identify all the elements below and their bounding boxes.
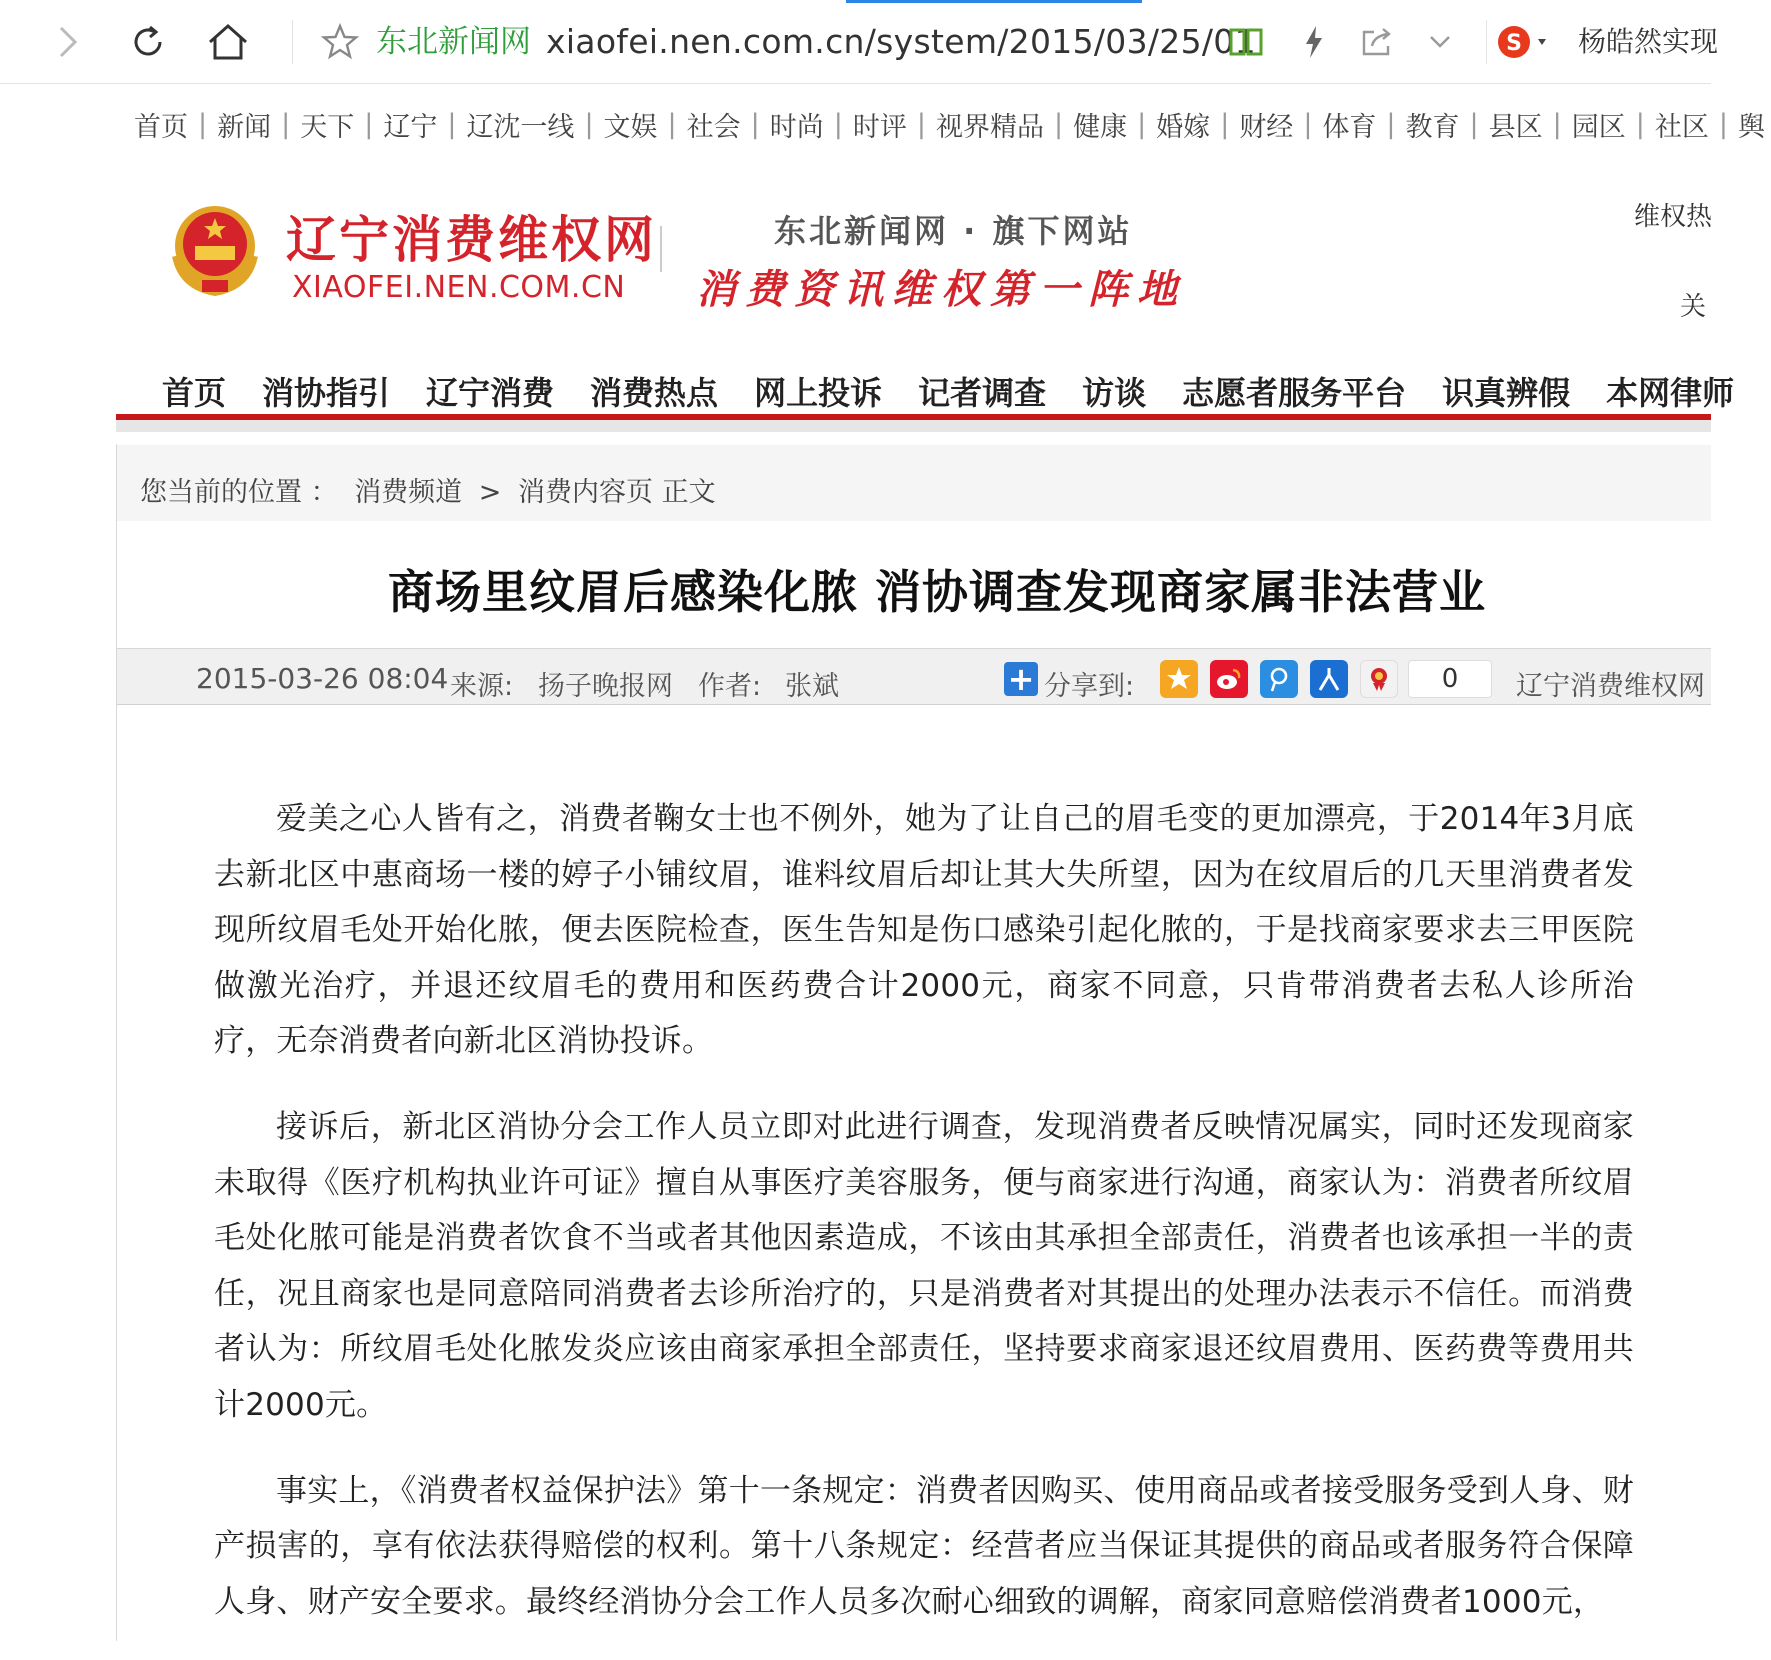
breadcrumb-page: 消费内容页 正文 xyxy=(518,477,716,508)
topnav-item[interactable]: 县区 xyxy=(1488,111,1543,143)
about-link[interactable]: 关 xyxy=(1680,292,1707,322)
article-site-name[interactable]: 辽宁消费维权网 xyxy=(1516,671,1705,702)
refresh-icon[interactable] xyxy=(124,18,172,66)
topnav-item[interactable]: 新闻 xyxy=(217,111,272,143)
nav-separator: | xyxy=(916,108,926,140)
source-label: 来源: xyxy=(450,671,514,702)
share-count: 0 xyxy=(1408,660,1492,698)
article-source: 扬子晚报网 xyxy=(538,671,673,702)
browser-toolbar xyxy=(0,0,1719,84)
topnav-item[interactable]: 视界精品 xyxy=(935,111,1044,143)
nav-separator: | xyxy=(667,108,677,140)
mainnav-item[interactable]: 消协指引 xyxy=(262,374,391,412)
lightning-icon[interactable] xyxy=(1290,18,1338,66)
site-logo-title[interactable]: 辽宁消费维权网 xyxy=(286,210,657,269)
nav-separator: | xyxy=(1053,108,1064,140)
renren-share-icon[interactable] xyxy=(1310,660,1348,698)
share-icon[interactable] xyxy=(1354,18,1402,66)
nav-separator: | xyxy=(750,108,760,140)
home-icon[interactable] xyxy=(204,18,252,66)
header-divider xyxy=(660,226,662,272)
article-paragraph: 事实上，《消费者权益保护法》第十一条规定：消费者因购买、使用商品或者接受服务受到人身、财产损害的，享有依法获得赔偿的权利。第十八条规定：经营者应当保证其提供的商品或者服务符合保障人身、财产安全要求。最终经消协分会工作人员多次耐心细致的调解，商家同意赔偿消费者1000元， xyxy=(214,1472,1634,1620)
article-author: 张斌 xyxy=(785,671,839,702)
chevron-down-icon[interactable] xyxy=(1416,18,1464,66)
nav-separator: | xyxy=(1635,108,1645,140)
topnav-item[interactable]: 社会 xyxy=(686,111,741,143)
topnav-item[interactable]: 文娱 xyxy=(603,111,658,143)
topnav-item[interactable]: 园区 xyxy=(1571,111,1626,143)
article-paragraph: 爱美之心人皆有之，消费者鞠女士也不例外，她为了让自己的眉毛变的更加漂亮，于2014年3月底去新北区中惠商场一楼的婷子小铺纹眉，谁料纹眉后却让其大失所望，因为在纹眉后的几天里消费者发现所纹眉毛处开始化脓，便去医院检查，医生告知是伤口感染引起化脓的，于是找商家要求去三甲医院做激光治疗，并退还纹眉毛的费用和医药费合计2000元，商家不同意，只肯带消费者去私人诊所治疗，无奈消费者向新北区消协投诉。 xyxy=(214,801,1634,1060)
user-name[interactable]: 杨皓然实现 xyxy=(1578,25,1719,58)
nav-separator: | xyxy=(364,108,374,140)
nav-separator: | xyxy=(1552,108,1562,140)
hotline-text: 维权热 xyxy=(1634,202,1713,232)
breadcrumb-arrow: > xyxy=(478,477,502,508)
mainnav-item[interactable]: 消费热点 xyxy=(590,374,719,412)
site-logo-domain: XIAOFEI.NEN.COM.CN xyxy=(292,270,626,305)
tencent-weibo-share-icon[interactable] xyxy=(1260,660,1298,698)
nav-separator: | xyxy=(1303,108,1313,140)
topnav-item[interactable]: 天下 xyxy=(300,111,355,143)
topnav-item[interactable]: 时尚 xyxy=(769,111,824,143)
mainnav-item[interactable]: 本网律师 xyxy=(1606,374,1735,412)
qzone-share-icon[interactable] xyxy=(1160,660,1198,698)
article-date: 2015-03-26 08:04 xyxy=(196,662,449,695)
nav-separator: | xyxy=(1220,108,1230,140)
mainnav-item[interactable]: 访谈 xyxy=(1082,374,1147,412)
top-nav xyxy=(128,106,1771,142)
mainnav-item[interactable]: 记者调查 xyxy=(918,374,1047,412)
nav-separator: | xyxy=(1386,108,1396,140)
mainnav-item[interactable]: 志愿者服务平台 xyxy=(1182,374,1407,412)
nav-separator: | xyxy=(1718,108,1728,140)
nav-separator: | xyxy=(584,108,594,140)
main-nav-shadow xyxy=(116,420,1711,432)
nav-separator: | xyxy=(198,108,208,140)
weibo-share-icon[interactable] xyxy=(1210,660,1248,698)
url-site-name[interactable]: 东北新闻网 xyxy=(376,24,531,60)
nav-separator: | xyxy=(281,108,291,140)
main-nav xyxy=(162,368,1770,414)
author-label: 作者: xyxy=(698,671,762,702)
mainnav-item[interactable]: 辽宁消费 xyxy=(426,374,555,412)
article-title: 商场里纹眉后感染化脓 消协调查发现商家属非法营业 xyxy=(387,565,1486,619)
breadcrumb xyxy=(140,470,724,509)
topnav-item[interactable]: 健康 xyxy=(1073,111,1128,143)
url-field[interactable]: xiaofei.nen.com.cn/system/2015/03/25/01 xyxy=(546,22,1256,61)
reader-icon[interactable] xyxy=(1222,18,1270,66)
nav-separator: | xyxy=(1469,108,1479,140)
breadcrumb-channel-link[interactable]: 消费频道 xyxy=(354,477,463,508)
nav-separator: | xyxy=(1137,108,1147,140)
share-plus-icon[interactable]: + xyxy=(1004,662,1038,696)
topnav-item[interactable]: 教育 xyxy=(1405,111,1460,143)
mainnav-item[interactable]: 识真辨假 xyxy=(1442,374,1571,412)
topnav-item[interactable]: 婚嫁 xyxy=(1156,111,1211,143)
topnav-item[interactable]: 体育 xyxy=(1322,111,1377,143)
nav-separator: | xyxy=(447,108,457,140)
topnav-item[interactable]: 舆 xyxy=(1737,111,1765,143)
header-slogan-bottom: 消费资讯维权第一阵地 xyxy=(696,266,1186,313)
toolbar-divider xyxy=(292,20,293,64)
active-tab-indicator xyxy=(846,0,1142,3)
topnav-item[interactable]: 社区 xyxy=(1654,111,1709,143)
nav-separator: | xyxy=(833,108,843,140)
topnav-item[interactable]: 首页 xyxy=(134,111,188,143)
header-slogan-top: 东北新闻网 · 旗下网站 xyxy=(774,212,1133,250)
topnav-item[interactable]: 时评 xyxy=(852,111,907,143)
emblem-logo-icon[interactable] xyxy=(162,196,268,300)
breadcrumb-label: 您当前的位置 ： xyxy=(140,477,338,508)
topnav-item[interactable]: 财经 xyxy=(1239,111,1294,143)
toolbar-divider xyxy=(1486,20,1487,64)
topnav-item[interactable]: 辽沈一线 xyxy=(466,111,575,143)
sogou-icon[interactable] xyxy=(1500,18,1548,66)
svg-text:S: S xyxy=(1506,31,1522,56)
topnav-item[interactable]: 辽宁 xyxy=(383,111,438,143)
mainnav-item[interactable]: 网上投诉 xyxy=(754,374,883,412)
mainnav-item[interactable]: 首页 xyxy=(162,374,227,412)
article-body xyxy=(214,792,1634,1660)
article-paragraph: 接诉后，新北区消协分会工作人员立即对此进行调查，发现消费者反映情况属实，同时还发现商家未取得《医疗机构执业许可证》擅自从事医疗美容服务，便与商家进行沟通，商家认为：消费者所纹眉毛处化脓可能是消费者饮食不当或者其他因素造成，不该由其承担全部责任，消费者也该承担一半的责任，况且商家也是同意陪同消费者去诊所治疗的，只是消费者对其提出的处理办法表示不信任。而消费者认为：所纹眉毛处化脓发炎应该由商家承担全部责任，坚持要求商家退还纹眉费用、医药费等费用共计2000元。 xyxy=(214,1108,1634,1423)
star-icon[interactable] xyxy=(316,18,364,66)
share-label: 分享到: xyxy=(1044,671,1135,702)
forward-icon[interactable] xyxy=(44,18,92,66)
more-share-icon[interactable] xyxy=(1360,660,1398,698)
